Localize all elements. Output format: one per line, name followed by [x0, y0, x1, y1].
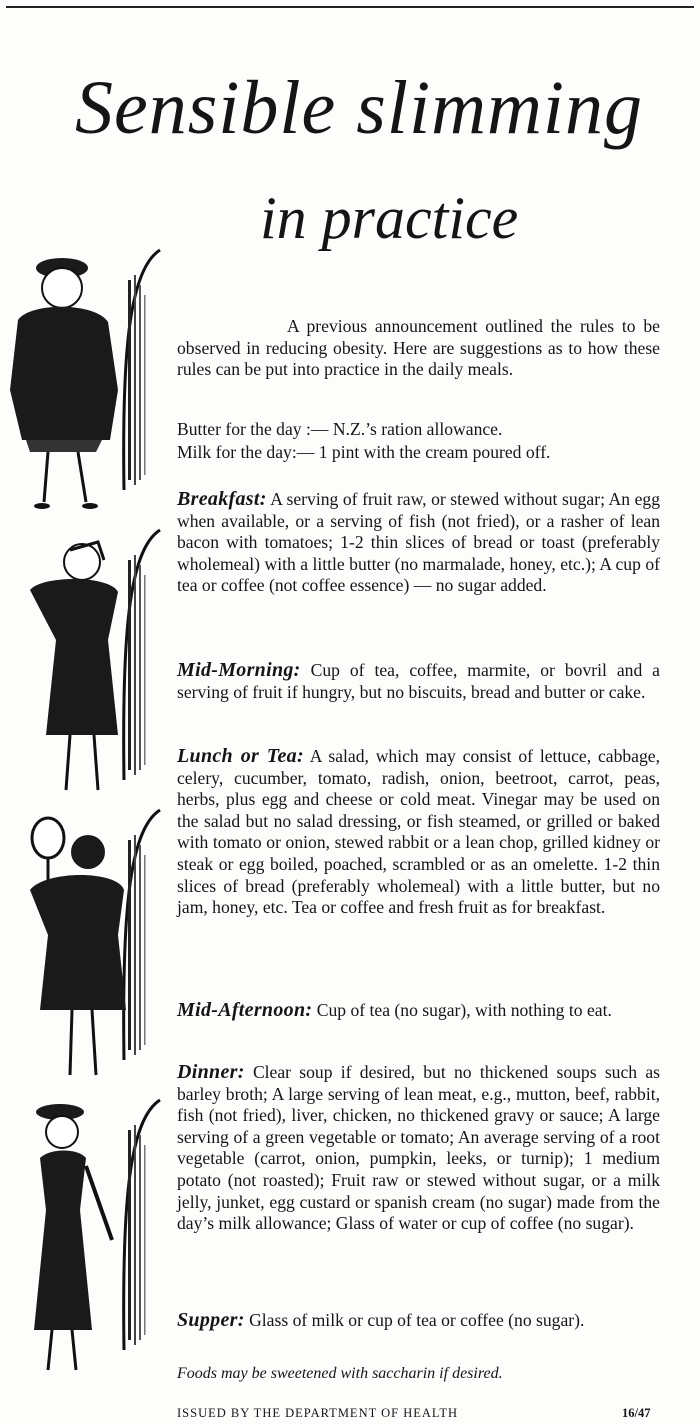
- meal-text: Cup of tea (no sugar), with nothing to eat.: [316, 1000, 612, 1020]
- milk-allowance: Milk for the day:— 1 pint with the cream poured off.: [177, 442, 551, 462]
- meal-heading: Dinner:: [177, 1061, 245, 1083]
- meal-mid-afternoon: [177, 1000, 660, 1022]
- butter-allowance: Butter for the day :— N.Z.’s ration allowance.: [177, 419, 503, 439]
- mirror-stripes: [124, 250, 160, 490]
- closing-note: Foods may be sweetened with saccharin if desired.: [177, 1365, 503, 1382]
- figure-woman-hand-mirror-illustration: [0, 800, 170, 1090]
- intro-paragraph: A previous announcement outlined the rules to be observed in reducing obesity. Here are suggestions as to how these rules can be put into practice in the daily meals.: [177, 316, 660, 380]
- meal-heading: Breakfast:: [177, 488, 267, 510]
- figure-slim-woman-illustration: [0, 1090, 170, 1380]
- issued-by-footer: ISSUED BY THE DEPARTMENT OF HEALTH: [177, 1406, 459, 1420]
- meal-supper: [177, 1310, 660, 1332]
- top-rule: [6, 6, 694, 8]
- figure-woman-hat-illustration: [0, 240, 170, 520]
- meal-heading: Lunch or Tea:: [177, 745, 304, 767]
- meal-heading: Supper:: [177, 1309, 245, 1331]
- meal-mid-morning: [177, 660, 660, 703]
- figure-woman-hand-on-head-illustration: [0, 520, 170, 810]
- meal-lunch-or-tea: [177, 746, 660, 919]
- meal-text: A serving of fruit raw, or stewed without sugar; An egg when available, or a serving of fish (not fried), or a rasher of lean bacon with tomatoes; 1-2 thin slices of bread or toast (preferably wholemeal) with a little butter (no marmalade, honey, etc.); A cup of tea or coffee (not coffee essence) — no sugar added.: [177, 489, 660, 596]
- title-line-2: in practice: [260, 185, 519, 251]
- title-line-1: Sensible slimming: [75, 66, 643, 150]
- meal-heading: Mid-Morning:: [177, 659, 301, 681]
- mirror-stripes: [124, 530, 160, 780]
- meal-text: A salad, which may consist of lettuce, cabbage, celery, cucumber, tomato, radish, onion, beetroot, carrot, peas, herbs, plus egg and cheese or cold meat. Vinegar may be used on the salad but no salad dressing, or fish steamed, or grilled or baked with tomato or onion, stewed rabbit or a lean chop, grilled kidney or steak or egg boiled, poached, scrambled or as an omelette. 1-2 thin slices of bread (preferably wholemeal) with a little butter, but no jam, honey, etc. Tea or coffee and fresh fruit as for breakfast.: [177, 746, 660, 918]
- hand-mirror: [32, 818, 64, 858]
- meal-heading: Mid-Afternoon:: [177, 999, 313, 1021]
- meal-text: Cup of tea, coffee, marmite, or bovril and a serving of fruit if hungry, but no biscuits, bread and butter or cake.: [177, 660, 660, 702]
- publication-code: 16/47: [622, 1406, 651, 1420]
- meal-dinner: [177, 1062, 660, 1235]
- meal-breakfast: [177, 489, 660, 597]
- meal-text: Clear soup if desired, but no thickened soups such as barley broth; A large serving of lean meat, e.g., mutton, beef, rabbit, fish (not fried), liver, chicken, no thickened gravy or sauce; A large serving of a green vegetable or tomato; An average serving of a root vegetable (carrot, onion, pumpkin, leeks, or turnip); 1 medium potato (not roasted); Fruit raw or stewed without sugar, or a milk jelly, junket, egg custard or spanish cream (no sugar) made from the day’s milk allowance; Glass of water or cup of coffee (no sugar).: [177, 1062, 660, 1234]
- meal-text: Glass of milk or cup of tea or coffee (no sugar).: [249, 1310, 585, 1330]
- mirror-stripes: [124, 810, 160, 1060]
- mirror-stripes: [124, 1100, 160, 1350]
